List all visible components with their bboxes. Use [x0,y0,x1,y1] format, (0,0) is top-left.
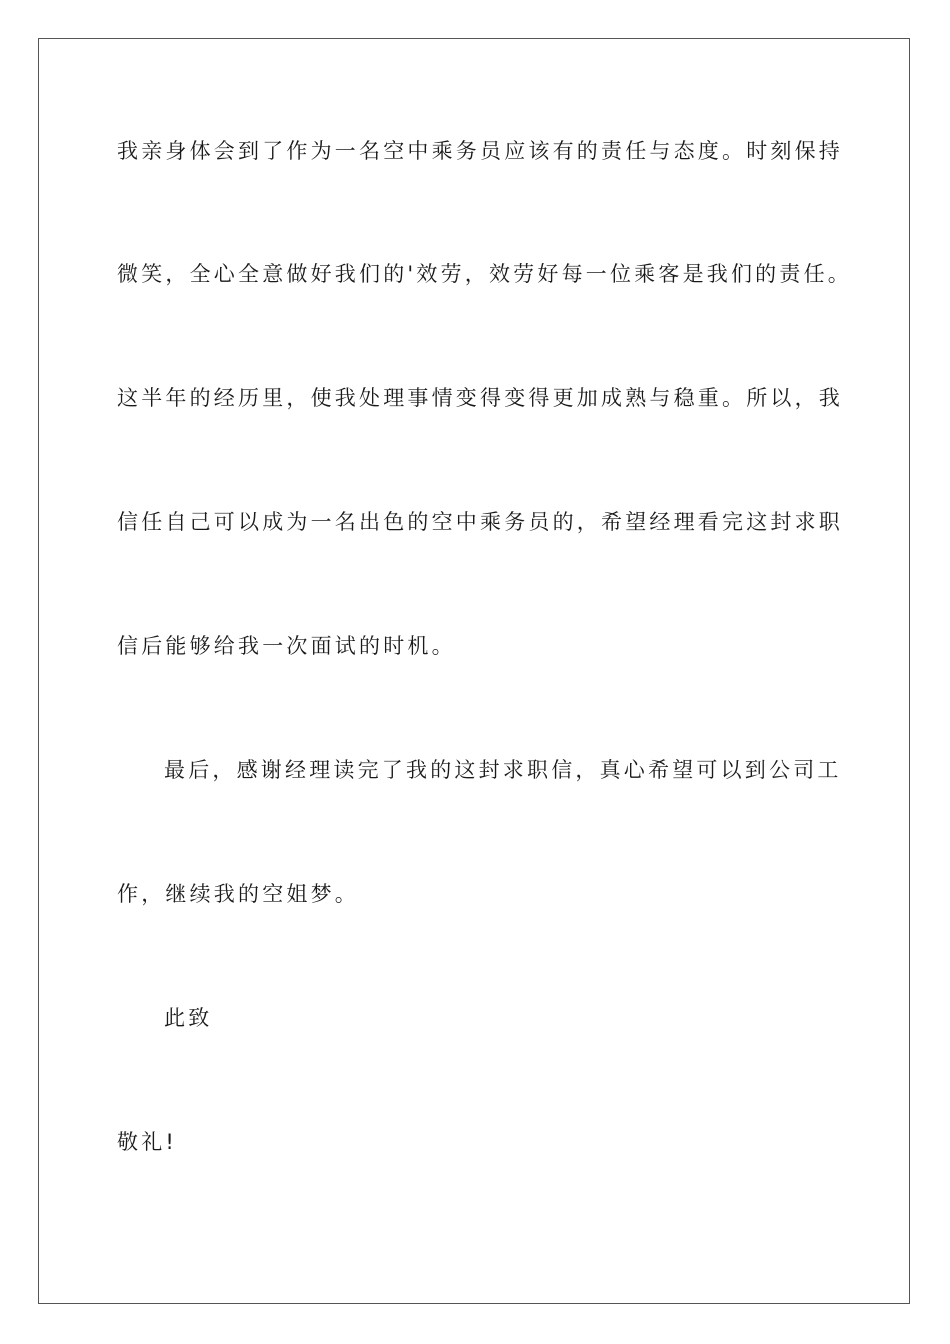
letter-regards: 敬礼! [117,1130,178,1154]
letter-line-3: 这半年的经历里，使我处理事情变得变得更加成熟与稳重。所以，我 [117,386,843,410]
letter-line-4: 信任自己可以成为一名出色的空中乘务员的，希望经理看完这封求职 [117,510,843,534]
letter-closing-paragraph-line-1: 最后，感谢经理读完了我的这封求职信，真心希望可以到公司工 [164,758,842,782]
letter-line-1: 我亲身体会到了作为一名空中乘务员应该有的责任与态度。时刻保持 [117,139,843,163]
letter-salutation: 此致 [164,1006,213,1030]
letter-closing-paragraph-line-2: 作，继续我的空姐梦。 [117,882,359,906]
page-frame [38,38,910,1304]
letter-line-2: 微笑，全心全意做好我们的'效劳，效劳好每一位乘客是我们的责任。 [117,262,852,286]
letter-line-5: 信后能够给我一次面试的时机。 [117,634,456,658]
